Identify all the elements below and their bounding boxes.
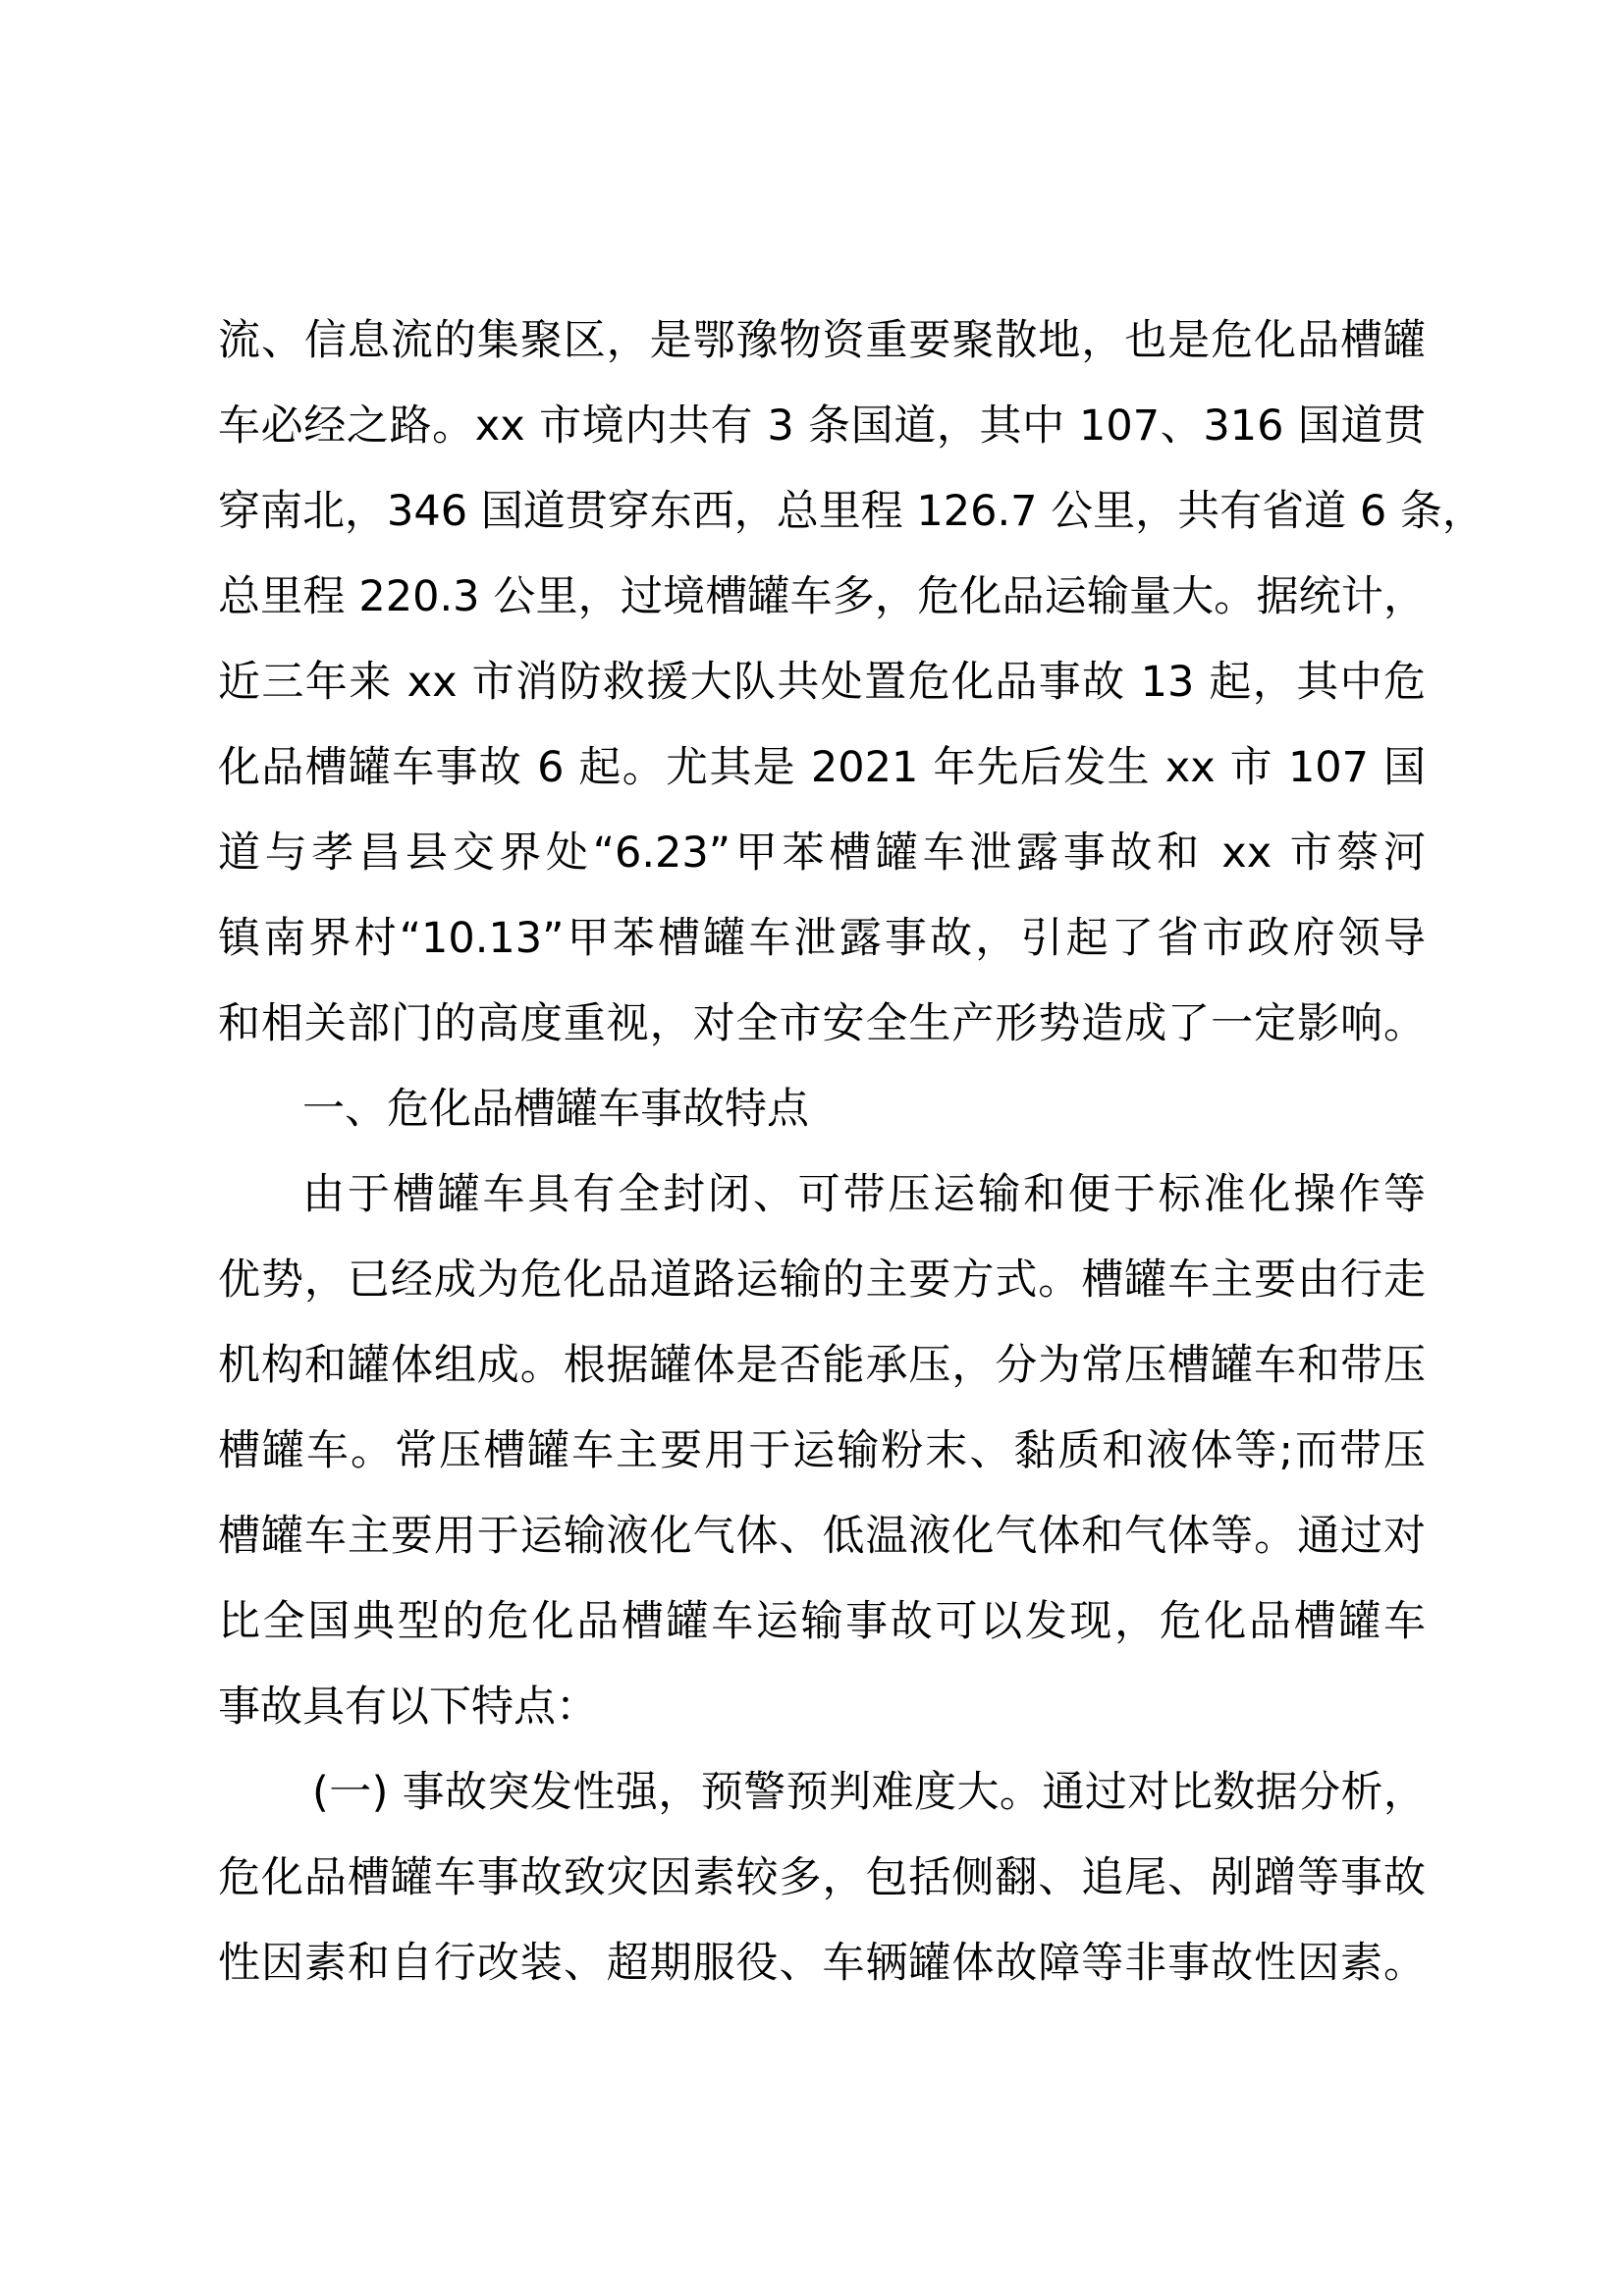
- paragraph-line: 流、信息流的集聚区，是鄂豫物资重要聚散地，也是危化品槽罐: [218, 316, 1426, 365]
- paragraph-line: 和相关部门的高度重视，对全市安全生产形势造成了一定影响。: [218, 999, 1426, 1048]
- paragraph-line: 镇南界村“10.13”甲苯槽罐车泄露事故，引起了省市政府领导: [218, 914, 1426, 963]
- paragraph-line: 槽罐车主要用于运输液化气体、低温液化气体和气体等。通过对: [218, 1512, 1426, 1561]
- section-heading: 一、危化品槽罐车事故特点: [302, 1085, 809, 1134]
- paragraph-line: 性因素和自行改装、超期服役、车辆罐体故障等非事故性因素。: [218, 1939, 1426, 1988]
- paragraph-line: 总里程 220.3 公里，过境槽罐车多，危化品运输量大。据统计，: [218, 572, 1426, 621]
- paragraph-line: 优势，已经成为危化品道路运输的主要方式。槽罐车主要由行走: [218, 1255, 1426, 1305]
- paragraph-line: 车必经之路。xx 市境内共有 3 条国道，其中 107、316 国道贯: [218, 401, 1426, 451]
- paragraph-line: 穿南北，346 国道贯穿东西，总里程 126.7 公里，共有省道 6 条，: [218, 487, 1485, 536]
- paragraph-line: 化品槽罐车事故 6 起。尤其是 2021 年先后发生 xx 市 107 国: [218, 743, 1426, 792]
- subsection-heading-line: (一) 事故突发性强，预警预判难度大。通过对比数据分析，: [312, 1768, 1426, 1817]
- paragraph-line: 槽罐车。常压槽罐车主要用于运输粉末、黏质和液体等;而带压: [218, 1426, 1426, 1475]
- paragraph-line: 近三年来 xx 市消防救援大队共处置危化品事故 13 起，其中危: [218, 658, 1426, 707]
- paragraph-line: 由于槽罐车具有全封闭、可带压运输和便于标准化操作等: [302, 1170, 1426, 1219]
- paragraph-line: 危化品槽罐车事故致灾因素较多，包括侧翻、追尾、剐蹭等事故: [218, 1853, 1426, 1902]
- paragraph-line: 事故具有以下特点：: [218, 1682, 598, 1732]
- paragraph-line: 比全国典型的危化品槽罐车运输事故可以发现，危化品槽罐车: [218, 1597, 1426, 1646]
- paragraph-line: 机构和罐体组成。根据罐体是否能承压，分为常压槽罐车和带压: [218, 1341, 1426, 1390]
- paragraph-line: 道与孝昌县交界处“6.23”甲苯槽罐车泄露事故和 xx 市蔡河: [218, 828, 1426, 878]
